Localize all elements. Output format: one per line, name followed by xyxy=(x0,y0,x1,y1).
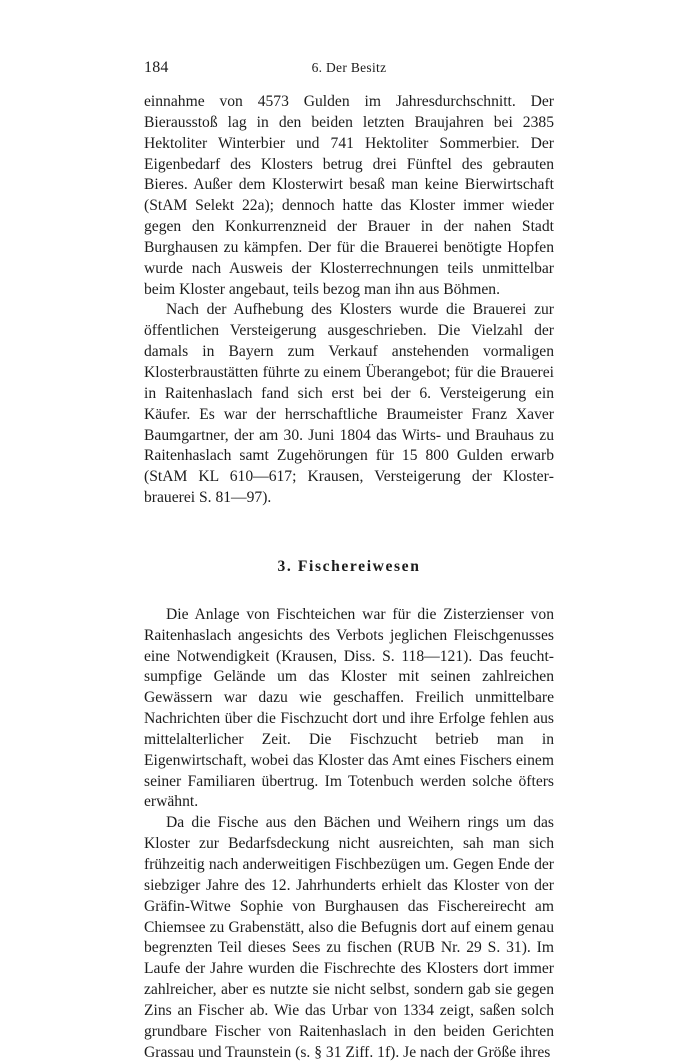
section-heading: 3. Fischereiwesen xyxy=(277,557,421,575)
body-text xyxy=(144,92,554,1063)
paragraph-fishing-rights: Da die Fische aus den Bächen und Weihern rings um das Kloster zur Bedarfsdeckung nicht ausreichten, sah man sich frühzeitig nach anderweitigen Fischbezügen um. Gegen Ende der siebziger Jahre des 12. Jahrhunderts erhielt das Kloster von der Gräfin-Witwe Sophie von Burghausen das Fischereirecht am Chiemsee zu Grabenstätt, also die Befugnis dort auf einem genau begrenzten Teil dieses Sees zu fischen (RUB Nr. 29 S. 31). Im Laufe der Jahre wurden die Fischrechte des Klosters dort immer zahlreicher, aber es nutzte sie nicht selbst, sondern gab sie gegen Zins an Fischer ab. Wie das Urbar von 1334 zeigt, saßen solch grundbare Fischer von Raitenhaslach in den beiden Gerichten Grassau und Traunstein (s. § 31 Ziff. 1f). Je nach der Größe ihres xyxy=(144,814,554,1061)
running-head: 6. Der Besitz xyxy=(311,60,387,75)
paragraph-brewery-revenue: einnahme von 4573 Gulden im Jahresdurchschnitt. Der Bierausstoß lag in den beiden letzten Braujahren bei 2385 Hektoliter Winterbier und 741 Hektoliter Sommerbier. Der Eigenbedarf des Klosters betrug drei Fünftel des gebrauten Bieres. Außer dem Klosterwirt besaß man keine Bierwirtschaft (StAM Selekt 22a); dennoch hatte das Kloster immer wieder gegen den Konkurrenzneid der Brauer in der nahen Stadt Burghausen zu kämpfen. Der für die Brauerei benötigte Hopfen wurde nach Ausweis der Klosterrechnungen teils unmittelbar beim Kloster angebaut, teils bezog man ihn aus Böhmen. xyxy=(144,93,554,298)
page-number: 184 xyxy=(144,59,169,76)
paragraph-brewery-auction: Nach der Aufhebung des Klosters wurde die Brauerei zur öffentlichen Versteigerung ausgeschrieben. Die Vielzahl der damals in Bayern zum Verkauf anstehenden vormaligen Klosterbraustätten führte zu einem Überangebot; für die Brauerei in Raitenhaslach fand sich erst bei der 6. Versteigerung ein Käufer. Es war der herrschaftliche Braumeister Franz Xaver Baumgartner, der am 30. Juni 1804 das Wirts- und Brauhaus zu Raitenhaslach samt Zugehörungen für 15 800 Gulden erwarb (StAM KL 610—617; Krausen, Versteigerung der Klosterbrauerei S. 81—97). xyxy=(144,301,554,507)
page-header xyxy=(144,59,554,79)
paragraph-fish-ponds: Die Anlage von Fischteichen war für die Zisterzienser von Raitenhaslach angesichts des Verbots jeglichen Fleischgenusses eine Notwendigkeit (Krausen, Diss. S. 118—121). Das feucht-sumpfige Gelände um das Kloster mit seinen zahlreichen Gewässern war dazu wie geschaffen. Freilich unmittelbare Nachrichten über die Fischzucht dort und ihre Erfolge fehlen aus mittelalterlicher Zeit. Die Fischzucht betrieb man in Eigenwirtschaft, wobei das Kloster das Amt eines Fischers einem seiner Familiaren übertrug. Im Totenbuch werden solche öfters erwähnt. xyxy=(144,605,554,811)
